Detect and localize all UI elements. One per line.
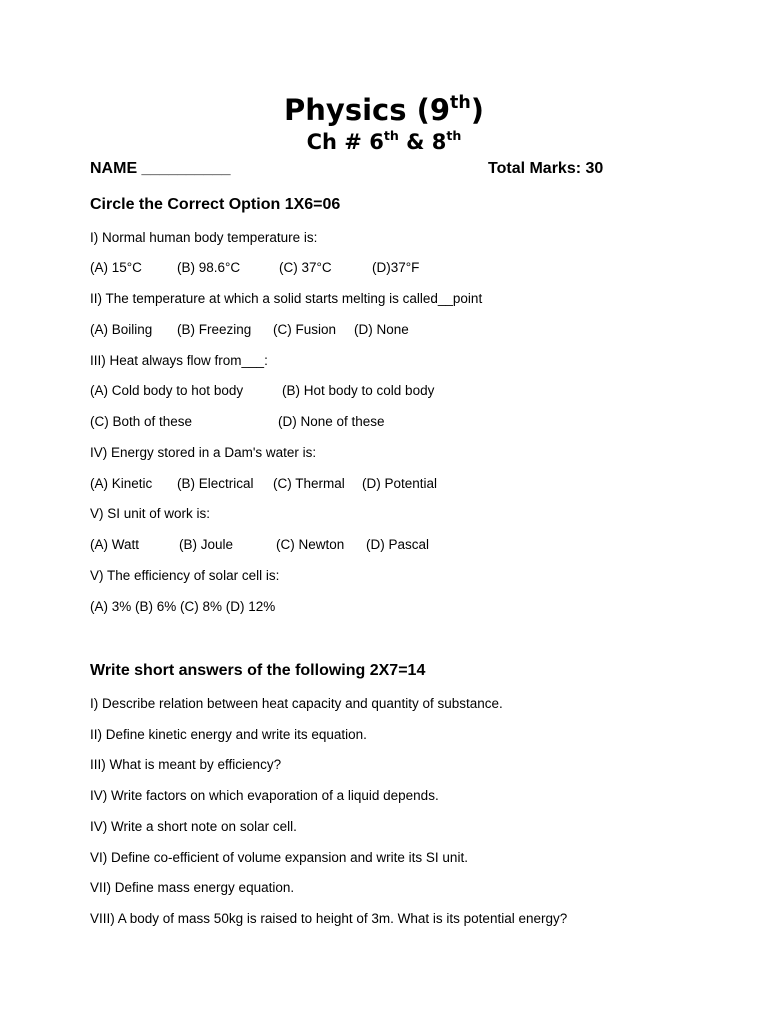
option-a: (A) Watt [90,537,139,552]
short-question-1: I) Describe relation between heat capacity and quantity of substance. [90,696,503,711]
page-title [0,90,768,130]
option-b: (B) 98.6°C [177,260,241,275]
option-d: (D)37°F [372,260,420,275]
title-close: ) [470,93,484,127]
mcq-options-1 [90,259,490,277]
mcq-options-4 [90,475,490,493]
name-label: NAME __________ [90,160,231,177]
mcq-question-1: I) Normal human body temperature is: [90,230,318,245]
mcq-options-6: (A) 3% (B) 6% (C) 8% (D) 12% [90,599,276,614]
option-a: (A) Kinetic [90,476,153,491]
option-c: (C) Newton [276,537,345,552]
short-question-5: IV) Write a short note on solar cell. [90,819,297,834]
subtitle-superscript-1: th [383,128,399,144]
short-question-8: VIII) A body of mass 50kg is raised to height of 3m. What is its potential energy? [90,911,568,926]
option-c: (C) Thermal [273,476,345,491]
mcq-question-3: III) Heat always flow from___: [90,353,268,368]
total-marks: Total Marks: 30 [488,160,604,177]
option-b: (B) Freezing [177,322,252,337]
title-text: Physics (9 [284,93,451,127]
mcq-options-3b [90,413,490,431]
short-question-4: IV) Write factors on which evaporation of a liquid depends. [90,788,439,803]
mcq-options-5 [90,536,490,554]
option-c: (C) Fusion [273,322,337,337]
mcq-question-2: II) The temperature at which a solid starts melting is called__point [90,291,483,306]
mcq-question-5: V) SI unit of work is: [90,506,211,521]
option-b: (B) Hot body to cold body [282,383,435,398]
page-subtitle [0,127,768,157]
option-b: (B) Electrical [177,476,254,491]
option-c: (C) Both of these [90,414,193,429]
option-a: (A) Cold body to hot body [90,383,244,398]
option-d: (D) None of these [278,414,385,429]
option-d: (D) None [354,322,409,337]
short-question-6: VI) Define co-efficient of volume expansion and write its SI unit. [90,850,468,865]
option-d: (D) Potential [362,476,438,491]
option-d: (D) Pascal [366,537,430,552]
subtitle-pre: Ch # 6 [306,130,384,154]
mcq-question-6: V) The efficiency of solar cell is: [90,568,280,583]
subtitle-mid: & 8 [398,130,447,154]
mcq-options-3a [90,382,490,400]
short-question-3: III) What is meant by efficiency? [90,757,282,772]
mcq-question-4: IV) Energy stored in a Dam's water is: [90,445,317,460]
option-a: (A) Boiling [90,322,153,337]
short-question-2: II) Define kinetic energy and write its equation. [90,727,367,742]
mcq-options-2 [90,321,490,339]
subtitle-superscript-2: th [446,128,462,144]
mcq-section-heading: Circle the Correct Option 1X6=06 [90,196,341,213]
short-question-7: VII) Define mass energy equation. [90,880,295,895]
option-c: (C) 37°C [279,260,332,275]
title-superscript: th [450,92,471,113]
option-b: (B) Joule [179,537,234,552]
option-a: (A) 15°C [90,260,142,275]
short-section-heading: Write short answers of the following 2X7=14 [90,662,426,679]
